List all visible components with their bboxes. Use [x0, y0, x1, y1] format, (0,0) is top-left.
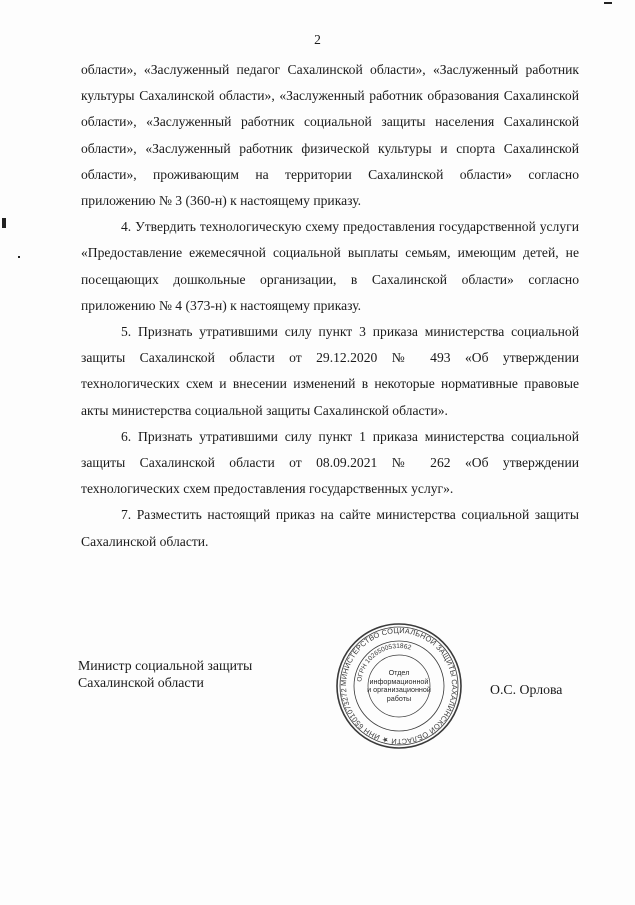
signatory-title-line-1: Министр социальной защиты: [78, 658, 253, 673]
paragraph-item-7: 7. Разместить настоящий приказ на сайте министерства социальной защиты Сахалинской области.: [81, 507, 579, 549]
seal-ring-text: МИНИСТЕРСТВО СОЦИАЛЬНОЙ ЗАЩИТЫ САХАЛИНСКОЙ ОБЛАСТИ ★ ИНН 6501073272: [338, 625, 460, 747]
document-body: [81, 57, 579, 555]
page-number: 2: [314, 32, 321, 47]
seal-center-line-1: Отдел: [388, 668, 410, 677]
signatory-title: [78, 657, 298, 691]
seal-center-text: [334, 669, 464, 703]
paragraph-item-4: 4. Утвердить технологическую схему предоставления государственной услуги «Предоставление ежемесячной социальной выплаты семьям, имеющим детей, не посещающих дошкольные организации, в Сахалинской области» согласно приложению № 4 (373-н) к настоящему приказу.: [81, 219, 579, 313]
scan-artifact: [18, 256, 20, 258]
seal-center-line-2: информационной: [369, 676, 429, 686]
scan-artifact: [604, 2, 612, 4]
signatory-title-line-2: Сахалинской области: [78, 675, 204, 690]
seal-inner-ring-text: ОГРН 1026500531862: [356, 642, 412, 683]
seal-center-line-3: и организационной: [367, 685, 431, 694]
seal-center-line-4: работы: [386, 693, 412, 703]
paragraph-item-5: 5. Признать утратившими силу пункт 3 приказа министерства социальной защиты Сахалинской области от 29.12.2020 № 493 «Об утверждении технологических схем и внесении изменений в некоторые нормативные правовые акты министерства социальной защиты Сахалинской области».: [81, 324, 579, 418]
paragraph-item-6: 6. Признать утратившими силу пункт 1 приказа министерства социальной защиты Сахалинской области от 08.09.2021 № 262 «Об утверждении технологических схем предоставления государственных услуг».: [81, 428, 579, 497]
scan-artifact: [2, 218, 6, 228]
paragraph-continuation: области», «Заслуженный педагог Сахалинской области», «Заслуженный работник культуры Сахалинской области», «Заслуженный работник образования Сахалинской области», «Заслуженный работник социальной защиты населения Сахалинской области», «Заслуженный работник физической культуры и спорта Сахалинской области», проживающим на территории Сахалинской области» согласно приложению № 3 (360-н) к настоящему приказу.: [81, 62, 579, 209]
signatory-name: О.С. Орлова: [490, 682, 563, 697]
official-seal: [334, 621, 464, 751]
signature-block: [78, 657, 578, 767]
